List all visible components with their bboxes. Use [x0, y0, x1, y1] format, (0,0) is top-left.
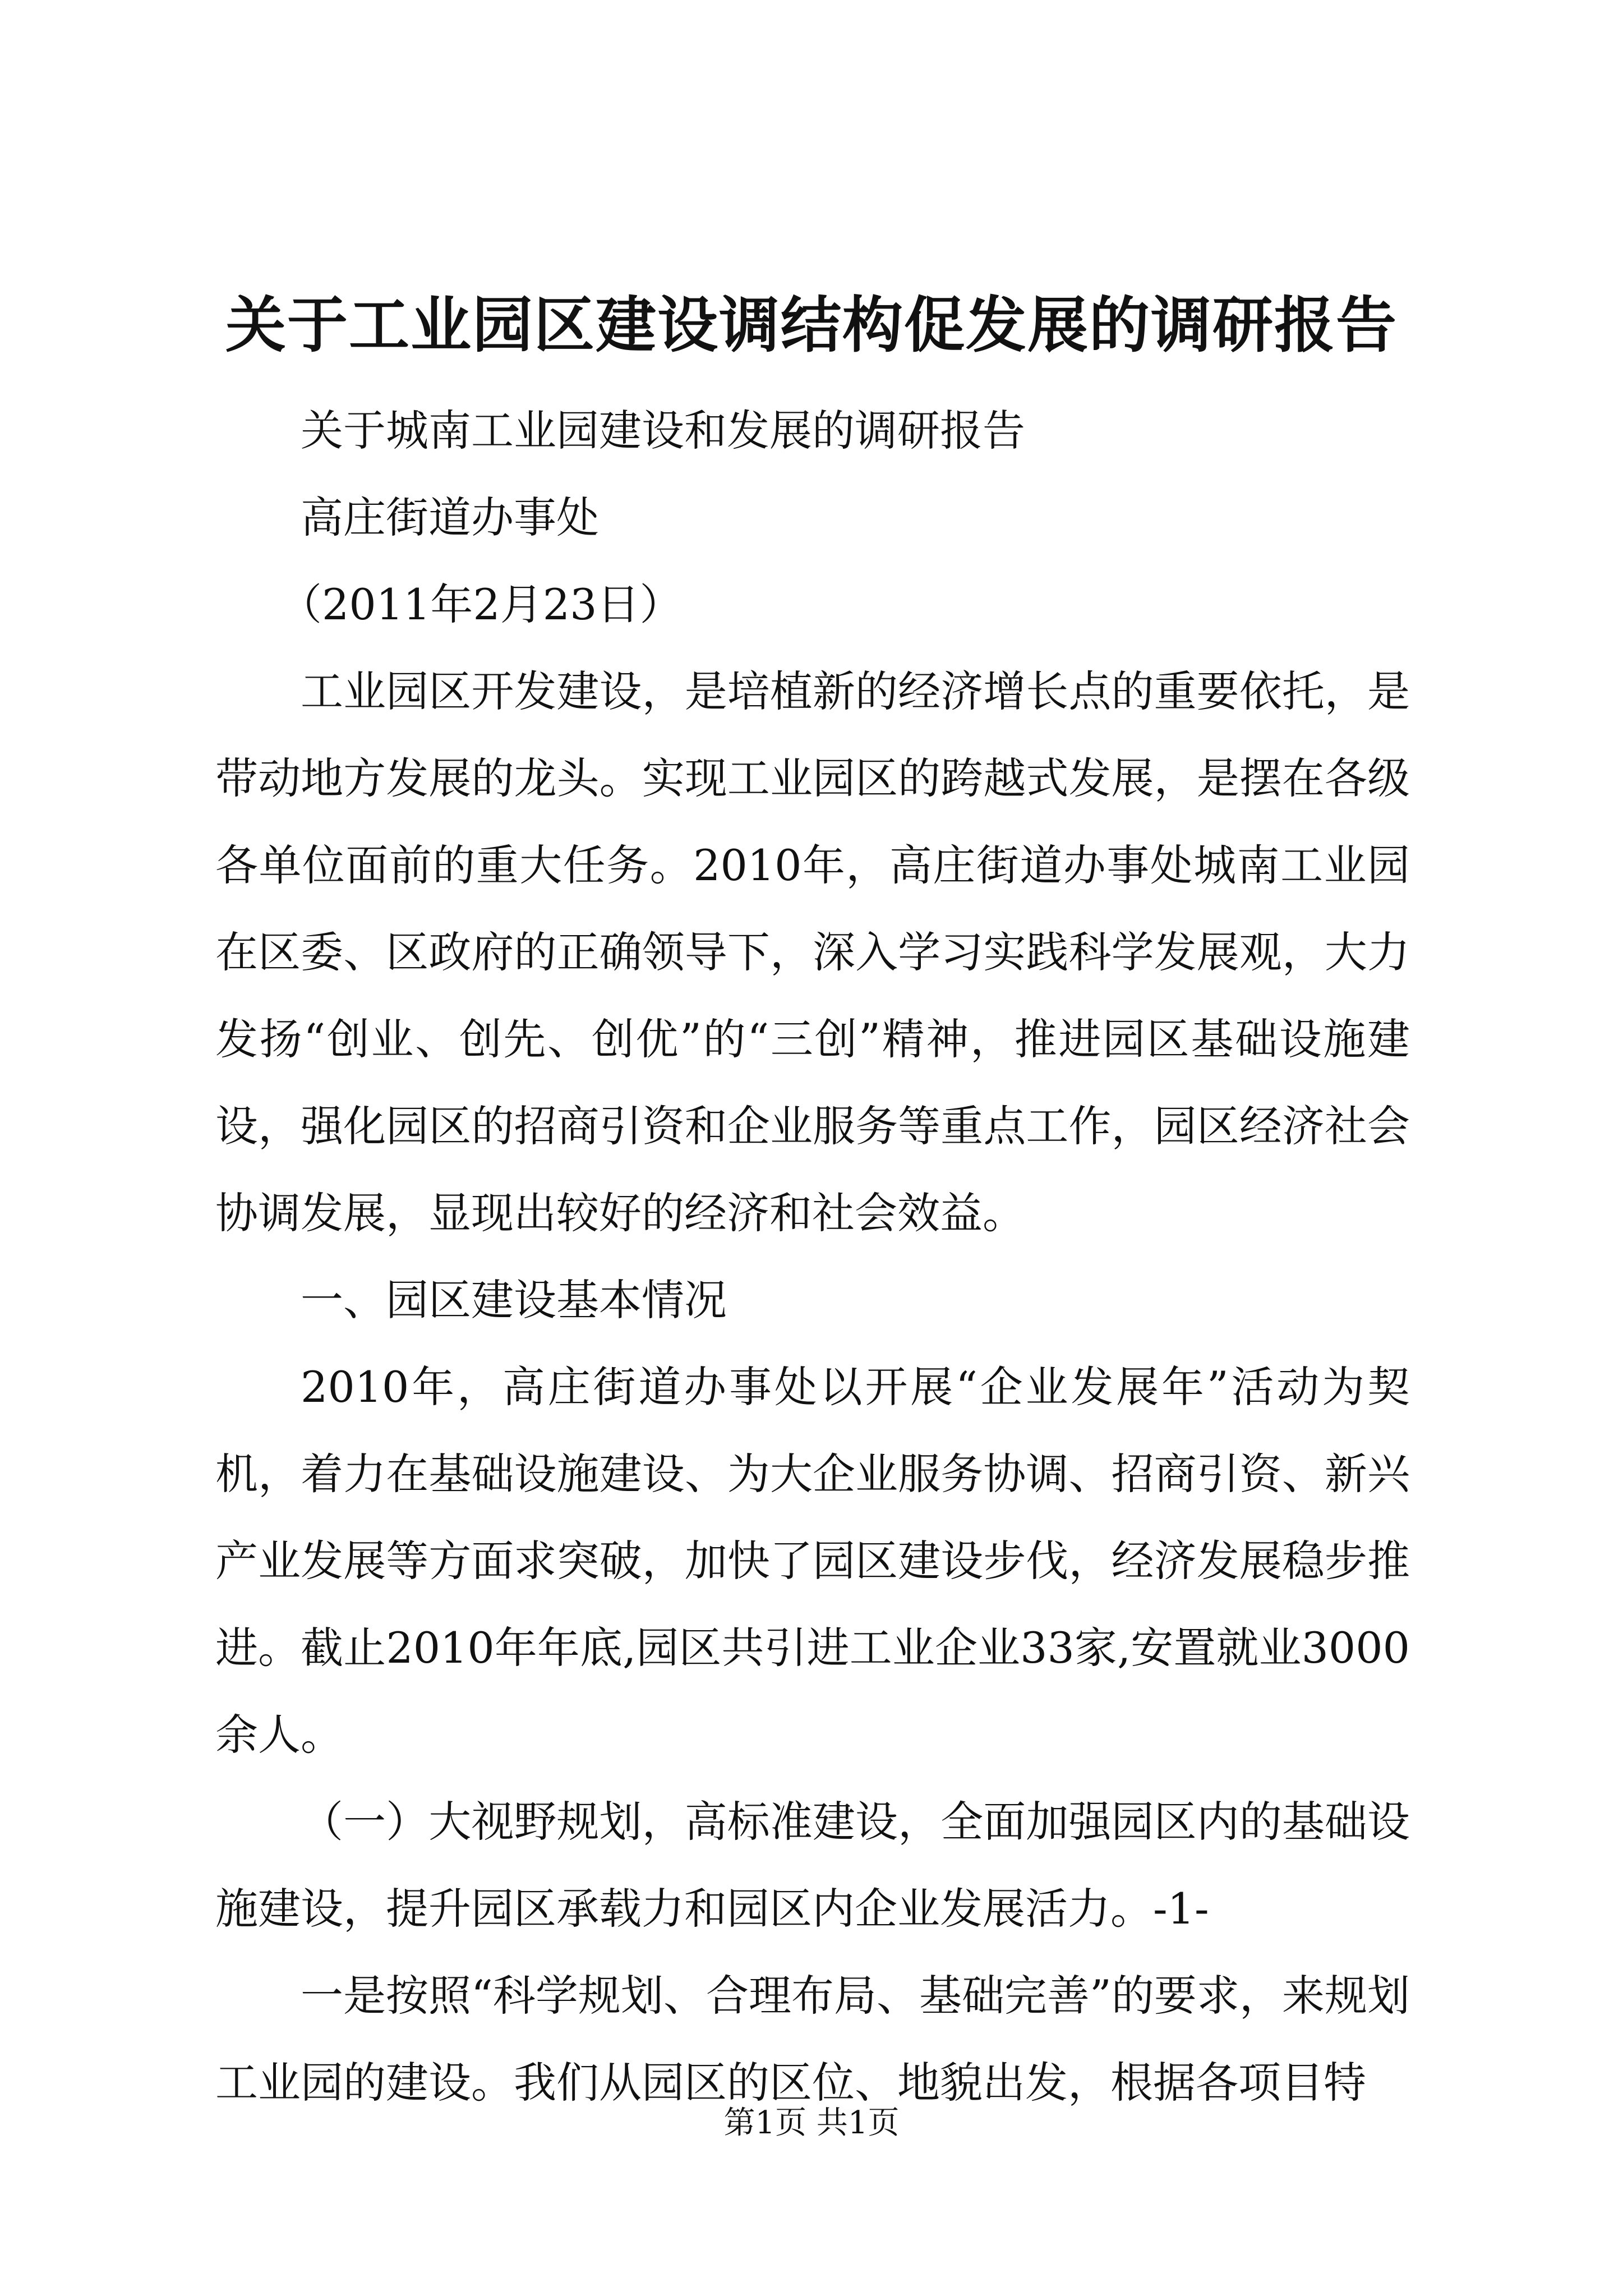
paragraph-planning: 一是按照“科学规划、合理布局、基础完善”的要求，来规划工业园的建设。我们从园区的区位、地貌出发，根据各项目特 [215, 1971, 1410, 2108]
paragraph-overview: 2010年，高庄街道办事处以开展“企业发展年”活动为契机，着力在基础设施建设、为大企业服务协调、招商引资、新兴产业发展等方面求突破，加快了园区建设步伐，经济发展稳步推进。截止2010年年底,园区共引进工业企业33家,安置就业3000余人。 [215, 1362, 1410, 1760]
document-author: 高庄街道办事处 [301, 493, 599, 542]
subsection-heading-1: （一）大视野规划，高标准建设，全面加强园区内的基础设施建设，提升园区承载力和园区内企业发展活力。-1- [215, 1797, 1410, 1934]
document-date: （2011年2月23日） [279, 579, 683, 629]
document-subtitle: 关于城南工业园建设和发展的调研报告 [301, 406, 1025, 455]
paragraph-intro: 工业园区开发建设，是培植新的经济增长点的重要依托，是带动地方发展的龙头。实现工业园区的跨越式发展，是摆在各级各单位面前的重大任务。2010年，高庄街道办事处城南工业园在区委、区政府的正确领导下，深入学习实践科学发展观，大力发扬“创业、创先、创优”的“三创”精神，推进园区基础设施建设，强化园区的招商引资和企业服务等重点工作，园区经济社会协调发展，显现出较好的经济和社会效益。 [215, 666, 1410, 1238]
document-body [215, 387, 1410, 2126]
section-heading-1: 一、园区建设基本情况 [301, 1275, 727, 1325]
page-footer: 第1页 共1页 [723, 2105, 900, 2141]
document-title: 关于工业园区建设调结构促发展的调研报告 [225, 290, 1398, 361]
